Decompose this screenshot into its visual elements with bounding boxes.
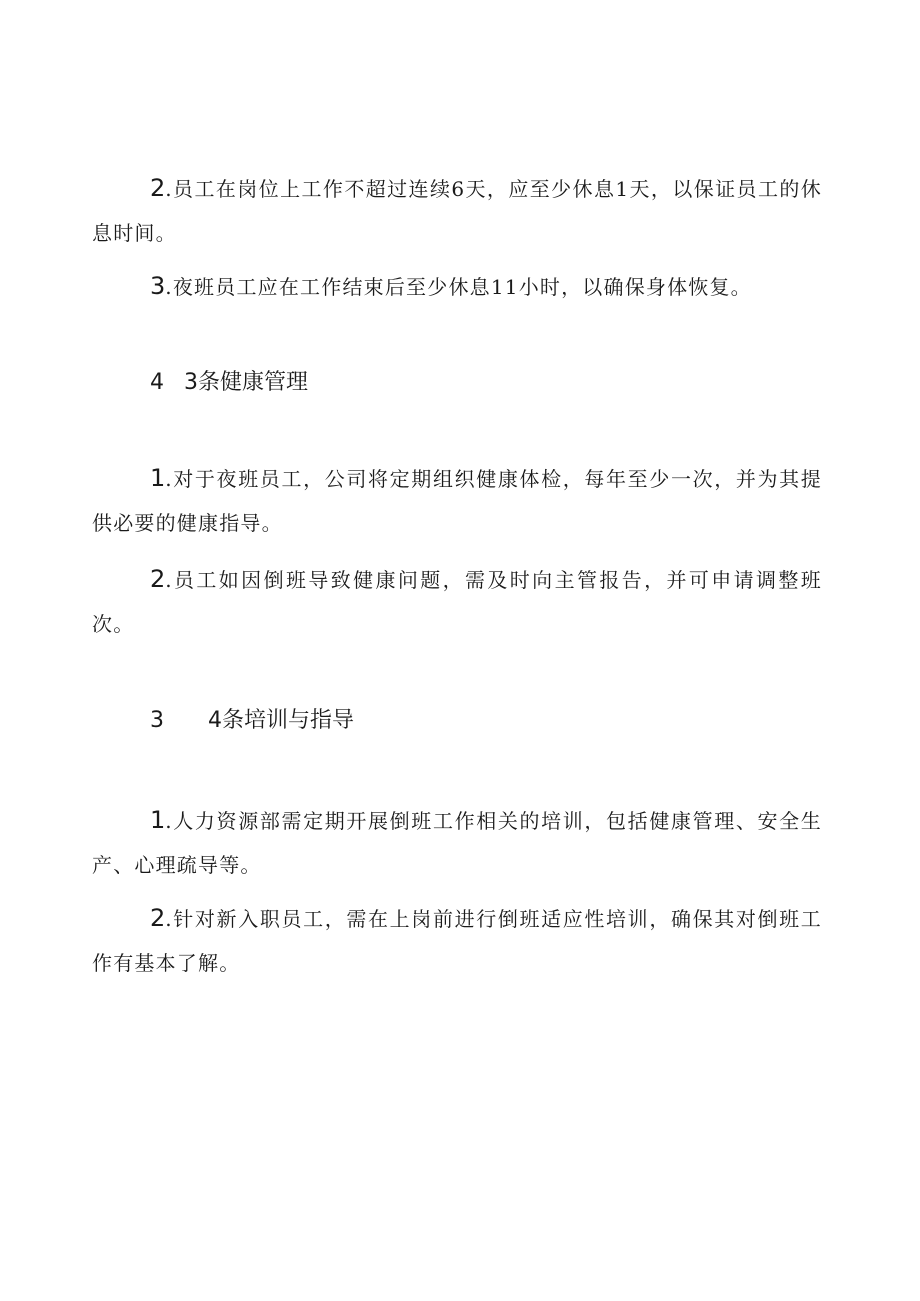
item-text: .针对新入职员工，需在上岗前进行倒班适应性培训，确保其对倒班工作有基本了解。: [92, 907, 822, 975]
item-text: .员工如因倒班导致健康问题，需及时向主管报告，并可申请调整班次。: [92, 568, 822, 636]
item-text: .夜班员工应在工作结束后至少休息11小时，以确保身体恢复。: [165, 275, 752, 299]
item-number: 1: [150, 806, 166, 834]
paragraph-health-checkup: [92, 456, 822, 545]
paragraph-new-hire-training: [92, 896, 822, 985]
item-number: 3: [150, 272, 166, 300]
item-text: .人力资源部需定期开展倒班工作相关的培训，包括健康管理、安全生产、心理疏导等。: [92, 809, 822, 877]
item-text: .对于夜班员工，公司将定期组织健康体检，每年至少一次，并为其提供必要的健康指导。: [92, 467, 822, 535]
item-number: 1: [150, 464, 166, 492]
heading-number: 4: [150, 370, 164, 395]
paragraph-training-program: [92, 798, 822, 887]
paragraph-health-report: [92, 557, 822, 646]
paragraph-rest-days: [92, 166, 822, 255]
item-number: 2: [150, 565, 166, 593]
heading-title: 4条培训与指导: [208, 708, 354, 733]
item-number: 2: [150, 904, 166, 932]
item-text: .员工在岗位上工作不超过连续6天，应至少休息1天，以保证员工的休息时间。: [92, 177, 822, 245]
section-heading-training: [150, 706, 354, 736]
heading-number: 3: [150, 708, 164, 733]
item-number: 2: [150, 174, 166, 202]
section-heading-health: [150, 368, 308, 398]
heading-title: 3条健康管理: [184, 370, 308, 395]
paragraph-night-rest: [92, 264, 822, 309]
